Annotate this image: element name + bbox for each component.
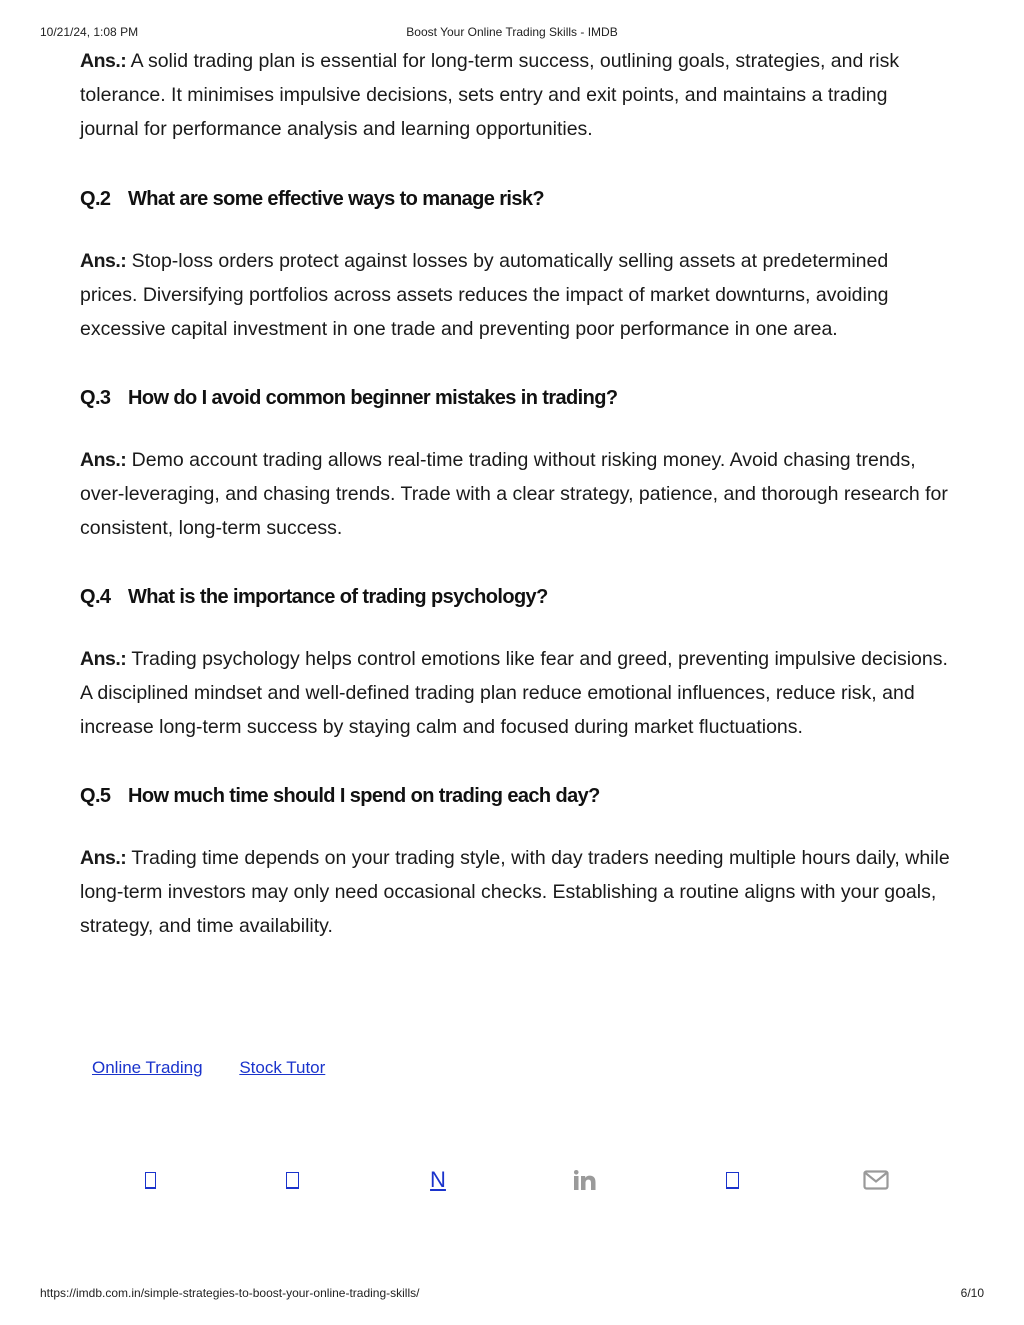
question-number: Q.4 xyxy=(80,586,111,608)
answer-text: Trading time depends on your trading style, with day traders needing multiple hours daily, while long-term investors may only need occasional checks. Establishing a routine aligns with your goals, strategy, and time availability. xyxy=(80,847,950,937)
faq-content xyxy=(80,44,950,943)
print-page-number: 6/10 xyxy=(960,1286,984,1300)
print-url: https://imdb.com.in/simple-strategies-to-boost-your-online-trading-skills/ xyxy=(40,1286,420,1300)
box-glyph xyxy=(286,1172,299,1189)
linkedin-glyph xyxy=(574,1170,596,1190)
print-footer xyxy=(0,1286,1024,1302)
tag-link-online-trading[interactable]: Online Trading xyxy=(92,1058,203,1077)
question-text: What is the importance of trading psychology? xyxy=(128,586,548,608)
answer-label: Ans.: xyxy=(80,847,127,869)
answer-text: Trading psychology helps control emotions like fear and greed, preventing impulsive decisions. A disciplined mindset and well-defined trading plan reduce emotional influences, reduce risk, and increase long-term success by staying calm and focused during market fluctuations. xyxy=(80,648,948,738)
twitter-icon[interactable] xyxy=(278,1166,306,1194)
answer-label: Ans.: xyxy=(80,648,127,670)
question-text: How much time should I spend on trading each day? xyxy=(128,785,600,807)
tag-list xyxy=(92,1058,357,1078)
question-text: What are some effective ways to manage risk? xyxy=(128,188,544,210)
box-glyph xyxy=(726,1172,739,1189)
question-5 xyxy=(80,782,950,810)
answer-3 xyxy=(80,443,950,545)
answer-text: Stop-loss orders protect against losses by automatically selling assets at predetermined prices. Diversifying portfolios across assets reduces the impact of market downturns, avoiding excessive capital investment in one trade and preventing poor performance in one area. xyxy=(80,250,889,340)
print-datetime: 10/21/24, 1:08 PM xyxy=(40,25,139,39)
n-letter-icon[interactable] xyxy=(424,1166,452,1194)
answer-5 xyxy=(80,841,950,943)
answer-2 xyxy=(80,244,950,346)
n-letter: N xyxy=(430,1167,446,1192)
question-4 xyxy=(80,583,950,611)
answer-label: Ans.: xyxy=(80,250,127,272)
tag-link-stock-tutor[interactable]: Stock Tutor xyxy=(239,1058,326,1077)
answer-text: Demo account trading allows real-time trading without risking money. Avoid chasing trends, over-leveraging, and chasing trends. Trade with a clear strategy, patience, and thorough research for consistent, long-term success. xyxy=(80,449,948,539)
question-number: Q.3 xyxy=(80,387,111,409)
share-bar xyxy=(0,1166,1024,1194)
question-number: Q.5 xyxy=(80,785,111,807)
answer-label: Ans.: xyxy=(80,449,127,471)
whatsapp-icon[interactable] xyxy=(718,1166,746,1194)
email-icon[interactable] xyxy=(862,1166,890,1194)
print-title: Boost Your Online Trading Skills - IMDB xyxy=(406,25,618,39)
facebook-icon[interactable] xyxy=(136,1166,164,1194)
box-glyph xyxy=(145,1172,156,1189)
question-text: How do I avoid common beginner mistakes in trading? xyxy=(128,387,618,409)
answer-1 xyxy=(80,44,950,146)
envelope-glyph xyxy=(863,1170,889,1190)
question-2 xyxy=(80,185,950,213)
answer-label: Ans.: xyxy=(80,50,127,72)
question-3 xyxy=(80,384,950,412)
answer-4 xyxy=(80,642,950,744)
question-number: Q.2 xyxy=(80,188,111,210)
linkedin-icon[interactable] xyxy=(571,1166,599,1194)
print-header xyxy=(0,25,1024,41)
answer-text: A solid trading plan is essential for long-term success, outlining goals, strategies, and risk tolerance. It minimises impulsive decisions, sets entry and exit points, and maintains a trading journal for performance analysis and learning opportunities. xyxy=(80,50,900,140)
